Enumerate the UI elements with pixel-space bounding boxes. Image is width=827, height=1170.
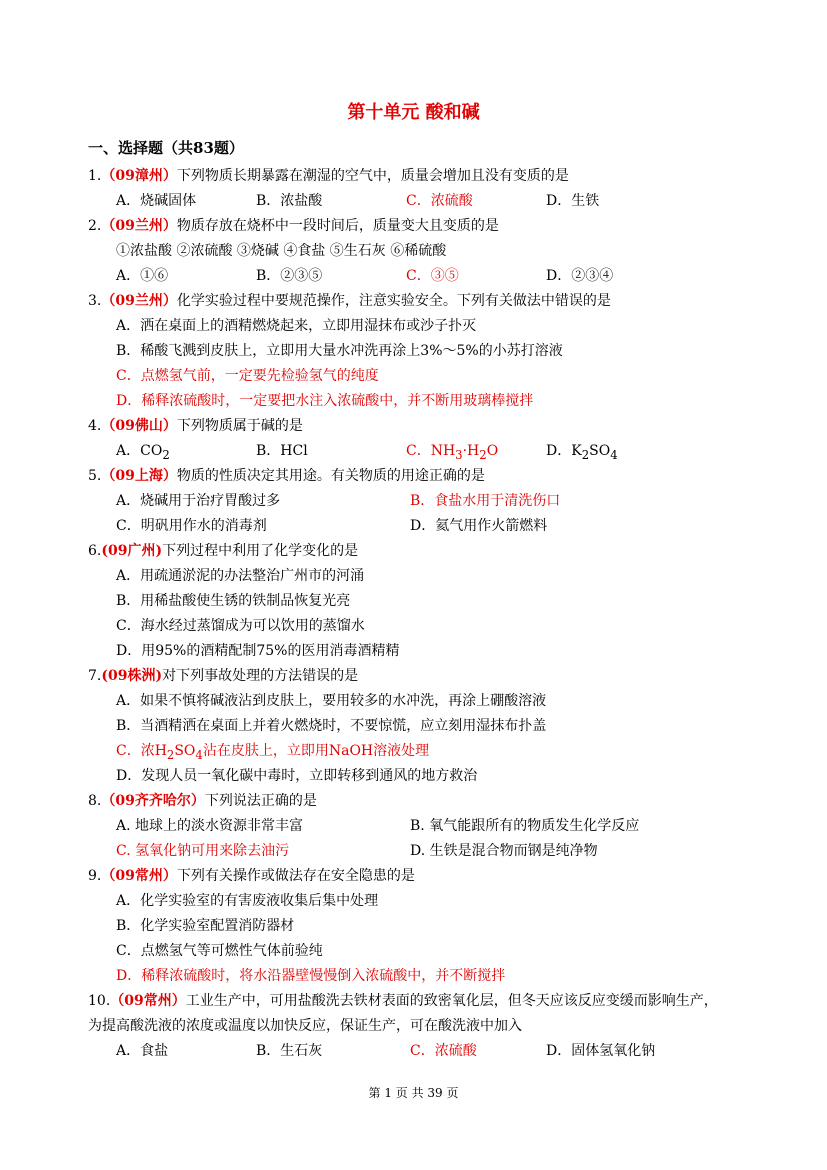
section-heading: 一、选择题（共83题）	[88, 139, 244, 157]
question-3	[88, 291, 611, 311]
question-6	[88, 541, 358, 561]
question-stem: 下列说法正确的是	[204, 793, 317, 809]
question-5	[88, 466, 485, 486]
option-c: C．明矾用作水的消毒剂	[116, 518, 267, 534]
option-b: B．HCl	[256, 443, 308, 459]
option-a: A．化学实验室的有害废液收集后集中处理	[116, 893, 379, 909]
question-source: (09株洲)	[101, 668, 163, 684]
option-a	[116, 441, 170, 465]
question-number: 10.	[88, 993, 111, 1009]
question-number: 5.	[88, 468, 102, 484]
question-stem: 物质存放在烧杯中一段时间后，质量变大且变质的是	[176, 218, 499, 234]
option-d: D．②③④	[546, 268, 614, 284]
question-number: 4.	[88, 418, 102, 434]
unit-title: 第十单元 酸和碱	[347, 102, 480, 123]
question-stem: 下列物质属于碱的是	[176, 418, 303, 434]
option-a-text: A．CO	[116, 443, 163, 459]
question-stem: 下列物质长期暴露在潮湿的空气中，质量会增加且没有变质的是	[176, 168, 569, 184]
substance-list: ①浓盐酸 ②浓硫酸 ③烧碱 ④食盐 ⑤生石灰 ⑥稀硫酸	[116, 243, 447, 259]
question-source: (09广州)	[101, 543, 163, 559]
question-stem: 化学实验过程中要规范操作，注意实验安全。下列有关做法中错误的是	[176, 293, 611, 309]
option-d-text: D．K	[546, 443, 582, 459]
options-row	[116, 816, 716, 836]
option-b: B．②③⑤	[256, 268, 323, 284]
option-a: A．如果不慎将碱液沾到皮肤上，要用较多的水冲洗，再涂上硼酸溶液	[116, 693, 547, 709]
option-c	[116, 741, 429, 761]
question-number: 3.	[88, 293, 102, 309]
option-d: D．发现人员一氧化碳中毒时，立即转移到通风的地方救治	[116, 768, 478, 784]
question-stem: 对下列事故处理的方法错误的是	[162, 668, 359, 684]
subscript: 2	[162, 447, 170, 462]
option-b: B．生石灰	[256, 1043, 323, 1059]
subscript: 2	[166, 747, 175, 762]
option-d-text: SO	[589, 443, 611, 459]
options-row	[116, 491, 716, 511]
option-c: C. 氢氧化钠可用来除去油污	[116, 843, 290, 859]
options-row	[116, 516, 716, 536]
options-row	[116, 441, 716, 461]
subscript: 4	[195, 747, 203, 762]
question-number: 8.	[88, 793, 102, 809]
option-c: C．浓硫酸	[410, 1043, 477, 1059]
subscript: 4	[610, 447, 618, 462]
option-c-text: SO	[174, 743, 196, 759]
question-number: 2.	[88, 218, 102, 234]
option-a: A．烧碱用于治疗胃酸过多	[116, 493, 281, 509]
option-b: B．浓盐酸	[256, 193, 323, 209]
options-row	[116, 266, 716, 286]
option-d: D. 生铁是混合物而钢是纯净物	[410, 843, 598, 859]
option-d: D．固体氢氧化钠	[546, 1043, 656, 1059]
option-c	[406, 441, 498, 465]
option-c-text: ·H	[462, 443, 480, 459]
option-b: B．化学实验室配置消防器材	[116, 918, 295, 934]
option-d: D．氦气用作火箭燃料	[410, 518, 548, 534]
option-b: B．当酒精洒在桌面上并着火燃烧时，不要惊慌，应立刻用湿抹布扑盖	[116, 718, 547, 734]
question-source: （09常州）	[101, 868, 177, 884]
option-c: C．③⑤	[406, 268, 459, 284]
question-8	[88, 791, 317, 811]
question-number: 7.	[88, 668, 102, 684]
option-a: A．①⑥	[116, 268, 169, 284]
option-b: B. 氧气能跟所有的物质发生化学反应	[410, 818, 640, 834]
subscript: 2	[479, 447, 487, 462]
page-footer: 第 1 页 共 39 页	[368, 1086, 459, 1100]
option-a: A. 地球上的淡水资源非常丰富	[116, 818, 304, 834]
option-c-text: C．浓H	[116, 743, 167, 759]
question-stem: 下列有关操作或做法存在安全隐患的是	[176, 868, 415, 884]
option-d: D．稀释浓硫酸时，一定要把水注入浓硫酸中，并不断用玻璃棒搅拌	[116, 393, 534, 409]
option-a: A．食盐	[116, 1043, 169, 1059]
option-c: C．海水经过蒸馏成为可以饮用的蒸馏水	[116, 618, 365, 634]
option-b: B．用稀盐酸使生锈的铁制品恢复光亮	[116, 593, 351, 609]
option-c-text: O	[486, 443, 499, 459]
question-2	[88, 216, 499, 236]
question-source: （09齐齐哈尔）	[101, 793, 205, 809]
question-stem: 物质的性质决定其用途。有关物质的用途正确的是	[176, 468, 485, 484]
question-9	[88, 866, 415, 886]
options-row	[116, 1041, 716, 1061]
question-source: （09上海）	[101, 468, 177, 484]
question-4	[88, 416, 303, 436]
options-row	[116, 191, 716, 211]
question-source: （09兰州）	[101, 218, 177, 234]
option-c: C．浓硫酸	[406, 193, 473, 209]
question-1	[88, 166, 569, 186]
question-10	[88, 991, 718, 1011]
question-source: （09漳州）	[101, 168, 177, 184]
question-number: 9.	[88, 868, 102, 884]
option-c-text: C．NH	[406, 443, 456, 459]
option-a: A．用疏通淤泥的办法整治广州市的河涌	[116, 568, 365, 584]
question-number: 6.	[88, 543, 102, 559]
option-c: C．点燃氢气等可燃性气体前验纯	[116, 943, 323, 959]
question-source: （09佛山）	[101, 418, 177, 434]
options-row	[116, 841, 716, 861]
question-7	[88, 666, 358, 686]
question-stem-continued: 为提高酸洗液的浓度或温度以加快反应，保证生产，可在酸洗液中加入	[88, 1018, 522, 1034]
question-stem: 下列过程中利用了化学变化的是	[162, 543, 359, 559]
question-stem: 工业生产中，可用盐酸洗去铁材表面的致密氧化层，但冬天应该反应变缓而影响生产，	[185, 993, 718, 1009]
subscript: 2	[581, 447, 590, 462]
option-b: B．稀酸飞溅到皮肤上，立即用大量水冲洗再涂上3%～5%的小苏打溶液	[116, 343, 563, 359]
option-c-text: 沾在皮肤上，立即用NaOH溶液处理	[202, 743, 430, 759]
option-a: A．烧碱固体	[116, 193, 197, 209]
option-d: D．生铁	[546, 193, 600, 209]
subscript: 3	[455, 447, 463, 462]
option-a: A．洒在桌面上的酒精燃烧起来，立即用湿抹布或沙子扑灭	[116, 318, 477, 334]
option-d	[546, 441, 618, 465]
option-d: D．用95%的酒精配制75%的医用消毒酒精精	[116, 643, 400, 659]
question-source: （09常州）	[110, 993, 186, 1009]
option-c: C．点燃氢气前，一定要先检验氢气的纯度	[116, 368, 379, 384]
option-d: D．稀释浓硫酸时，将水沿器壁慢慢倒入浓硫酸中，并不断搅拌	[116, 968, 506, 984]
option-b: B．食盐水用于清洗伤口	[410, 493, 561, 509]
question-source: （09兰州）	[101, 293, 177, 309]
question-number: 1.	[88, 168, 102, 184]
